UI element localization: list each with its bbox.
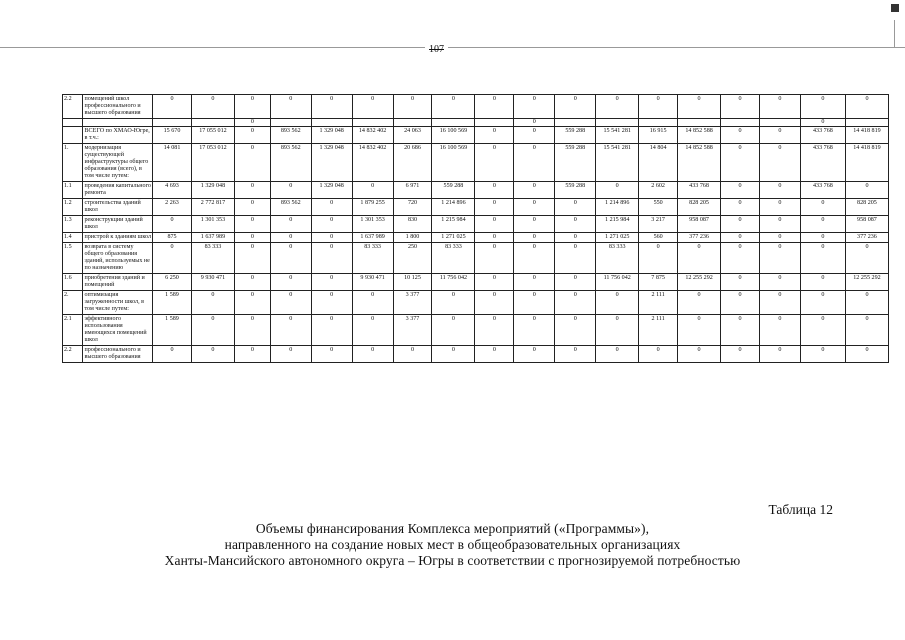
value-cell (153, 119, 192, 127)
value-cell: 12 255 292 (845, 274, 888, 291)
value-cell: 0 (270, 182, 311, 199)
value-cell: 0 (800, 233, 845, 243)
value-cell: 0 (311, 243, 352, 274)
value-cell: 0 (721, 182, 760, 199)
value-cell: 559 288 (555, 144, 596, 182)
value-cell: 1 271 025 (432, 233, 475, 243)
value-cell: 0 (352, 95, 393, 119)
value-cell: 0 (475, 291, 514, 315)
value-cell: 0 (800, 291, 845, 315)
table-row (63, 144, 889, 182)
value-cell: 14 832 402 (352, 127, 393, 144)
value-cell: 0 (234, 95, 270, 119)
value-cell: 0 (352, 346, 393, 363)
value-cell (352, 119, 393, 127)
value-cell: 0 (432, 315, 475, 346)
value-cell: 1 215 984 (596, 216, 639, 233)
table-row (63, 274, 889, 291)
value-cell: 893 562 (270, 144, 311, 182)
value-cell: 1 589 (153, 291, 192, 315)
value-cell: 0 (555, 216, 596, 233)
value-cell: 0 (234, 346, 270, 363)
table-row (63, 315, 889, 346)
table-row (63, 182, 889, 199)
value-cell: 4 693 (153, 182, 192, 199)
value-cell: 0 (596, 291, 639, 315)
value-cell: 1 329 048 (191, 182, 234, 199)
value-cell: 0 (234, 119, 270, 127)
value-cell: 1 800 (393, 233, 432, 243)
value-cell: 0 (800, 315, 845, 346)
row-name-cell: эффективного использования имеющихся помещений школ (83, 315, 153, 346)
value-cell: 0 (153, 243, 192, 274)
value-cell: 1 879 255 (352, 199, 393, 216)
value-cell: 0 (475, 346, 514, 363)
table-row (63, 199, 889, 216)
row-name-cell: помещений школ профессионального и высшего образования (83, 95, 153, 119)
value-cell: 0 (800, 243, 845, 274)
value-cell: 958 087 (678, 216, 721, 233)
table-row (63, 127, 889, 144)
value-cell: 83 333 (191, 243, 234, 274)
value-cell: 828 205 (845, 199, 888, 216)
value-cell: 0 (845, 95, 888, 119)
value-cell: 0 (393, 95, 432, 119)
value-cell: 0 (514, 199, 555, 216)
value-cell: 0 (759, 216, 800, 233)
row-name-cell: пристрой к зданиям школ (83, 233, 153, 243)
value-cell: 377 236 (845, 233, 888, 243)
value-cell: 0 (721, 233, 760, 243)
value-cell: 0 (514, 127, 555, 144)
value-cell: 0 (311, 199, 352, 216)
value-cell: 0 (678, 346, 721, 363)
value-cell: 1 329 048 (311, 144, 352, 182)
value-cell: 14 832 402 (352, 144, 393, 182)
row-name-cell: оптимизация загруженности школ, в том числе путем: (83, 291, 153, 315)
row-number-cell: 2.2 (63, 95, 83, 119)
caption-line-1: Объемы финансирования Комплекса мероприятий («Программы»), (255, 521, 650, 536)
value-cell: 0 (514, 119, 555, 127)
value-cell: 0 (514, 233, 555, 243)
value-cell: 0 (721, 144, 760, 182)
value-cell: 2 111 (639, 291, 678, 315)
value-cell: 893 562 (270, 199, 311, 216)
value-cell: 0 (759, 243, 800, 274)
row-name-cell: модернизация существующей инфраструктуры общего образования (всего), в том числе путем: (83, 144, 153, 182)
value-cell: 0 (191, 95, 234, 119)
value-cell: 0 (475, 182, 514, 199)
value-cell: 0 (311, 291, 352, 315)
value-cell: 0 (555, 243, 596, 274)
table-body (63, 95, 889, 363)
page-divider (0, 47, 905, 48)
value-cell: 0 (678, 291, 721, 315)
value-cell: 0 (759, 127, 800, 144)
row-number-cell: 2.2 (63, 346, 83, 363)
row-number-cell: 1. (63, 144, 83, 182)
value-cell: 720 (393, 199, 432, 216)
value-cell: 17 053 012 (191, 144, 234, 182)
value-cell: 0 (475, 127, 514, 144)
row-name-cell: проведения капитального ремонта (83, 182, 153, 199)
value-cell: 0 (234, 291, 270, 315)
row-number-cell: 1.4 (63, 233, 83, 243)
value-cell: 12 255 292 (678, 274, 721, 291)
value-cell: 0 (721, 315, 760, 346)
value-cell: 0 (475, 243, 514, 274)
table-row (63, 233, 889, 243)
value-cell: 0 (311, 346, 352, 363)
value-cell: 83 333 (352, 243, 393, 274)
row-name-cell: приобретения зданий и помещений (83, 274, 153, 291)
value-cell: 0 (514, 274, 555, 291)
value-cell: 11 756 042 (596, 274, 639, 291)
value-cell: 0 (234, 199, 270, 216)
value-cell: 0 (234, 233, 270, 243)
value-cell: 0 (514, 216, 555, 233)
value-cell: 0 (721, 291, 760, 315)
value-cell: 0 (352, 291, 393, 315)
value-cell: 0 (514, 243, 555, 274)
value-cell: 0 (475, 274, 514, 291)
value-cell: 433 768 (678, 182, 721, 199)
value-cell: 0 (270, 346, 311, 363)
value-cell: 0 (759, 144, 800, 182)
table-row (63, 291, 889, 315)
value-cell (475, 119, 514, 127)
table-label: Таблица 12 (768, 502, 833, 517)
value-cell: 0 (475, 315, 514, 346)
value-cell: 0 (759, 274, 800, 291)
value-cell: 0 (234, 315, 270, 346)
value-cell: 0 (432, 346, 475, 363)
value-cell: 0 (270, 243, 311, 274)
value-cell: 1 214 896 (596, 199, 639, 216)
value-cell: 0 (555, 291, 596, 315)
value-cell: 0 (234, 243, 270, 274)
value-cell (678, 119, 721, 127)
value-cell: 0 (153, 95, 192, 119)
value-cell: 1 301 353 (191, 216, 234, 233)
value-cell: 0 (270, 315, 311, 346)
value-cell (759, 119, 800, 127)
value-cell: 0 (311, 95, 352, 119)
value-cell: 377 236 (678, 233, 721, 243)
value-cell: 15 670 (153, 127, 192, 144)
value-cell: 0 (721, 127, 760, 144)
value-cell: 0 (800, 119, 845, 127)
row-number-cell: 1.2 (63, 199, 83, 216)
value-cell: 0 (234, 216, 270, 233)
value-cell: 559 288 (555, 127, 596, 144)
row-name-cell: ВСЕГО по ХМАО-Югре, в т.ч.: (83, 127, 153, 144)
row-number-cell: 2. (63, 291, 83, 315)
value-cell: 875 (153, 233, 192, 243)
value-cell: 0 (555, 274, 596, 291)
value-cell: 0 (475, 233, 514, 243)
value-cell: 0 (759, 95, 800, 119)
value-cell: 16 100 569 (432, 127, 475, 144)
value-cell: 9 930 471 (191, 274, 234, 291)
value-cell (555, 119, 596, 127)
value-cell: 0 (475, 199, 514, 216)
value-cell: 0 (596, 182, 639, 199)
value-cell: 14 418 819 (845, 127, 888, 144)
value-cell: 1 329 048 (311, 127, 352, 144)
value-cell: 0 (759, 315, 800, 346)
value-cell: 550 (639, 199, 678, 216)
value-cell: 0 (555, 346, 596, 363)
value-cell: 0 (639, 95, 678, 119)
value-cell: 0 (596, 315, 639, 346)
value-cell: 6 250 (153, 274, 192, 291)
value-cell: 0 (475, 216, 514, 233)
value-cell: 433 768 (800, 144, 845, 182)
value-cell: 0 (596, 346, 639, 363)
value-cell: 1 215 984 (432, 216, 475, 233)
value-cell: 0 (800, 216, 845, 233)
value-cell: 0 (555, 199, 596, 216)
row-name-cell: профессионального и высшего образования (83, 346, 153, 363)
row-name-cell: возврата в систему общего образования зданий, используемых не по назначению (83, 243, 153, 274)
page-number: 107 (425, 44, 448, 55)
value-cell: 0 (432, 95, 475, 119)
value-cell: 0 (800, 199, 845, 216)
financing-table (62, 94, 889, 363)
value-cell: 0 (234, 144, 270, 182)
value-cell: 0 (845, 346, 888, 363)
value-cell: 2 602 (639, 182, 678, 199)
value-cell: 24 063 (393, 127, 432, 144)
value-cell: 83 333 (596, 243, 639, 274)
value-cell: 9 930 471 (352, 274, 393, 291)
value-cell: 0 (514, 144, 555, 182)
row-name-cell (83, 119, 153, 127)
table-row (63, 346, 889, 363)
value-cell: 0 (759, 199, 800, 216)
value-cell: 6 971 (393, 182, 432, 199)
value-cell: 0 (555, 233, 596, 243)
value-cell: 0 (191, 346, 234, 363)
value-cell: 830 (393, 216, 432, 233)
value-cell: 20 686 (393, 144, 432, 182)
value-cell: 14 852 588 (678, 144, 721, 182)
value-cell: 0 (639, 346, 678, 363)
corner-mark (891, 4, 899, 12)
value-cell: 0 (393, 346, 432, 363)
value-cell: 958 087 (845, 216, 888, 233)
value-cell: 0 (514, 95, 555, 119)
value-cell: 0 (153, 346, 192, 363)
value-cell: 0 (514, 291, 555, 315)
value-cell (311, 119, 352, 127)
value-cell: 1 271 025 (596, 233, 639, 243)
value-cell: 16 915 (639, 127, 678, 144)
row-name-cell: реконструкции зданий школ (83, 216, 153, 233)
value-cell: 0 (153, 216, 192, 233)
row-number-cell (63, 119, 83, 127)
value-cell: 0 (845, 291, 888, 315)
value-cell: 828 205 (678, 199, 721, 216)
value-cell: 0 (596, 95, 639, 119)
value-cell (639, 119, 678, 127)
value-cell: 0 (234, 274, 270, 291)
value-cell: 0 (352, 182, 393, 199)
value-cell: 0 (678, 315, 721, 346)
value-cell: 0 (555, 95, 596, 119)
row-name-cell: строительства зданий школ (83, 199, 153, 216)
row-number-cell: 2.1 (63, 315, 83, 346)
value-cell: 2 263 (153, 199, 192, 216)
value-cell: 0 (555, 315, 596, 346)
value-cell: 14 081 (153, 144, 192, 182)
value-cell: 0 (721, 95, 760, 119)
value-cell: 0 (721, 199, 760, 216)
value-cell: 1 329 048 (311, 182, 352, 199)
value-cell: 1 637 989 (352, 233, 393, 243)
table-row (63, 216, 889, 233)
value-cell: 0 (270, 274, 311, 291)
value-cell: 0 (432, 291, 475, 315)
value-cell (596, 119, 639, 127)
value-cell: 1 637 989 (191, 233, 234, 243)
value-cell: 0 (759, 346, 800, 363)
value-cell: 559 288 (555, 182, 596, 199)
value-cell: 15 541 281 (596, 144, 639, 182)
value-cell (393, 119, 432, 127)
value-cell: 0 (678, 243, 721, 274)
value-cell: 1 589 (153, 315, 192, 346)
value-cell: 0 (475, 95, 514, 119)
table-row (63, 95, 889, 119)
value-cell: 0 (514, 182, 555, 199)
row-number-cell: 1.3 (63, 216, 83, 233)
value-cell: 14 418 819 (845, 144, 888, 182)
value-cell: 0 (311, 315, 352, 346)
value-cell: 0 (678, 95, 721, 119)
value-cell: 250 (393, 243, 432, 274)
row-number-cell: 1.6 (63, 274, 83, 291)
row-number-cell: 1.1 (63, 182, 83, 199)
value-cell: 0 (759, 291, 800, 315)
value-cell: 0 (759, 233, 800, 243)
value-cell: 0 (759, 182, 800, 199)
row-number-cell (63, 127, 83, 144)
value-cell: 0 (270, 216, 311, 233)
caption-line-2: направленного на создание новых мест в общеобразовательных организациях (224, 537, 681, 552)
value-cell: 0 (311, 233, 352, 243)
value-cell: 0 (721, 243, 760, 274)
value-cell: 3 377 (393, 291, 432, 315)
value-cell (191, 119, 234, 127)
caption-line-3: Ханты-Мансийского автономного округа – Югры в соответствии с прогнозируемой потребностью (164, 553, 741, 568)
value-cell: 83 333 (432, 243, 475, 274)
value-cell (270, 119, 311, 127)
value-cell: 0 (311, 216, 352, 233)
value-cell: 0 (234, 127, 270, 144)
value-cell (432, 119, 475, 127)
value-cell: 0 (352, 315, 393, 346)
value-cell: 0 (800, 95, 845, 119)
value-cell: 0 (475, 144, 514, 182)
value-cell: 0 (721, 346, 760, 363)
value-cell: 433 768 (800, 127, 845, 144)
value-cell: 0 (800, 346, 845, 363)
value-cell: 1 214 896 (432, 199, 475, 216)
value-cell: 560 (639, 233, 678, 243)
value-cell: 14 804 (639, 144, 678, 182)
value-cell: 0 (845, 243, 888, 274)
value-cell: 15 541 281 (596, 127, 639, 144)
value-cell: 0 (845, 315, 888, 346)
value-cell: 2 111 (639, 315, 678, 346)
value-cell: 11 756 042 (432, 274, 475, 291)
value-cell: 17 055 012 (191, 127, 234, 144)
value-cell: 0 (514, 346, 555, 363)
value-cell (845, 119, 888, 127)
value-cell: 0 (191, 315, 234, 346)
value-cell: 2 772 817 (191, 199, 234, 216)
value-cell: 14 852 588 (678, 127, 721, 144)
value-cell: 0 (721, 216, 760, 233)
value-cell: 0 (800, 274, 845, 291)
value-cell: 0 (270, 233, 311, 243)
row-number-cell: 1.5 (63, 243, 83, 274)
value-cell: 0 (270, 291, 311, 315)
value-cell: 0 (845, 182, 888, 199)
value-cell: 0 (514, 315, 555, 346)
value-cell: 0 (639, 243, 678, 274)
value-cell: 0 (234, 182, 270, 199)
table-row (63, 119, 889, 127)
value-cell: 16 100 569 (432, 144, 475, 182)
table-row (63, 243, 889, 274)
value-cell: 0 (191, 291, 234, 315)
value-cell: 559 288 (432, 182, 475, 199)
value-cell: 3 217 (639, 216, 678, 233)
value-cell: 1 301 353 (352, 216, 393, 233)
value-cell: 7 875 (639, 274, 678, 291)
value-cell: 3 377 (393, 315, 432, 346)
value-cell: 0 (270, 95, 311, 119)
value-cell: 0 (311, 274, 352, 291)
value-cell: 0 (721, 274, 760, 291)
value-cell: 10 125 (393, 274, 432, 291)
value-cell: 433 768 (800, 182, 845, 199)
value-cell: 893 562 (270, 127, 311, 144)
margin-line (894, 20, 895, 48)
value-cell (721, 119, 760, 127)
